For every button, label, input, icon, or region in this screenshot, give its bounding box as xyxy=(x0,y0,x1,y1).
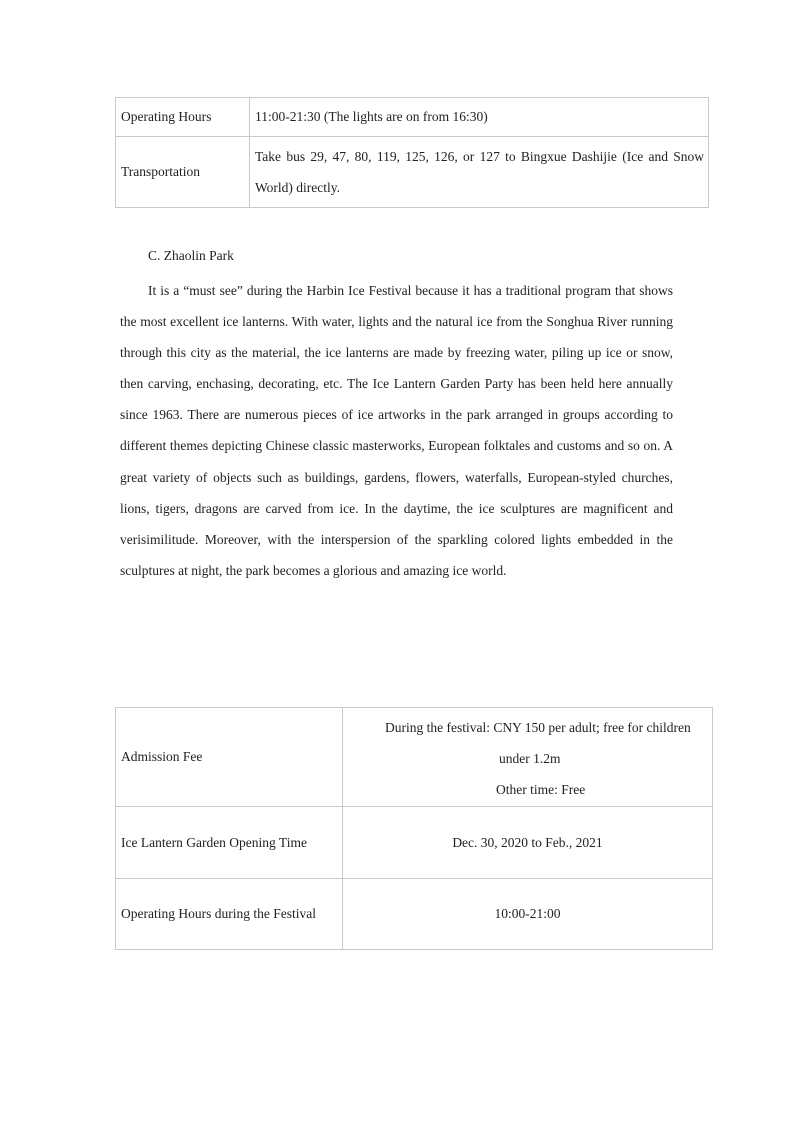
admission-fee-label: Admission Fee xyxy=(116,708,343,807)
festival-hours-value: 10:00-21:00 xyxy=(343,879,713,950)
table-row xyxy=(116,879,713,950)
attraction-info-table xyxy=(115,97,709,208)
table-row xyxy=(116,807,713,879)
admission-fee-value xyxy=(343,710,712,805)
park-info-table xyxy=(115,707,713,950)
fee-festival-line: During the festival: CNY 150 per adult; free for children xyxy=(385,719,691,735)
transportation-cell xyxy=(250,137,709,208)
table-row xyxy=(116,98,709,137)
fee-children-line: under 1.2m xyxy=(499,750,561,766)
transportation-label: Transportation xyxy=(116,137,250,208)
opening-time-label: Ice Lantern Garden Opening Time xyxy=(116,807,343,879)
section-paragraph: It is a “must see” during the Harbin Ice Festival because it has a traditional program that shows the most excellent ice lanterns. With water, lights and the natural ice from the Songhua River running through this city as the material, the ice lanterns are made by freezing water, piling up ice or snow, then carving, enchasing, decorating, etc. The Ice Lantern Garden Party has been held here annually since 1963. There are numerous pieces of ice artworks in the park arranged in groups according to different themes depicting Chinese classic masterworks, European folktales and customs and so on. A great variety of objects such as buildings, gardens, flowers, waterfalls, European-styled churches, lions, tigers, dragons are carved from ice. In the daytime, the ice sculptures are magnificent and verisimilitude. Moreover, with the interspersion of the sparkling colored lights embedded in the sculptures at night, the park becomes a glorious and amazing ice world. xyxy=(120,283,673,578)
operating-hours-value: 11:00-21:30 (The lights are on from 16:30) xyxy=(250,98,709,137)
festival-hours-label: Operating Hours during the Festival xyxy=(116,879,343,950)
opening-time-value: Dec. 30, 2020 to Feb., 2021 xyxy=(343,807,713,879)
transportation-value: Take bus 29, 47, 80, 119, 125, 126, or 127 to Bingxue Dashijie (Ice and Snow World) directly. xyxy=(255,149,704,195)
section-heading: C. Zhaolin Park xyxy=(148,248,234,263)
table-row xyxy=(116,708,713,807)
fee-other-time-line: Other time: Free xyxy=(496,781,586,797)
admission-fee-cell xyxy=(343,708,713,807)
table-row xyxy=(116,137,709,208)
operating-hours-label: Operating Hours xyxy=(116,98,250,137)
